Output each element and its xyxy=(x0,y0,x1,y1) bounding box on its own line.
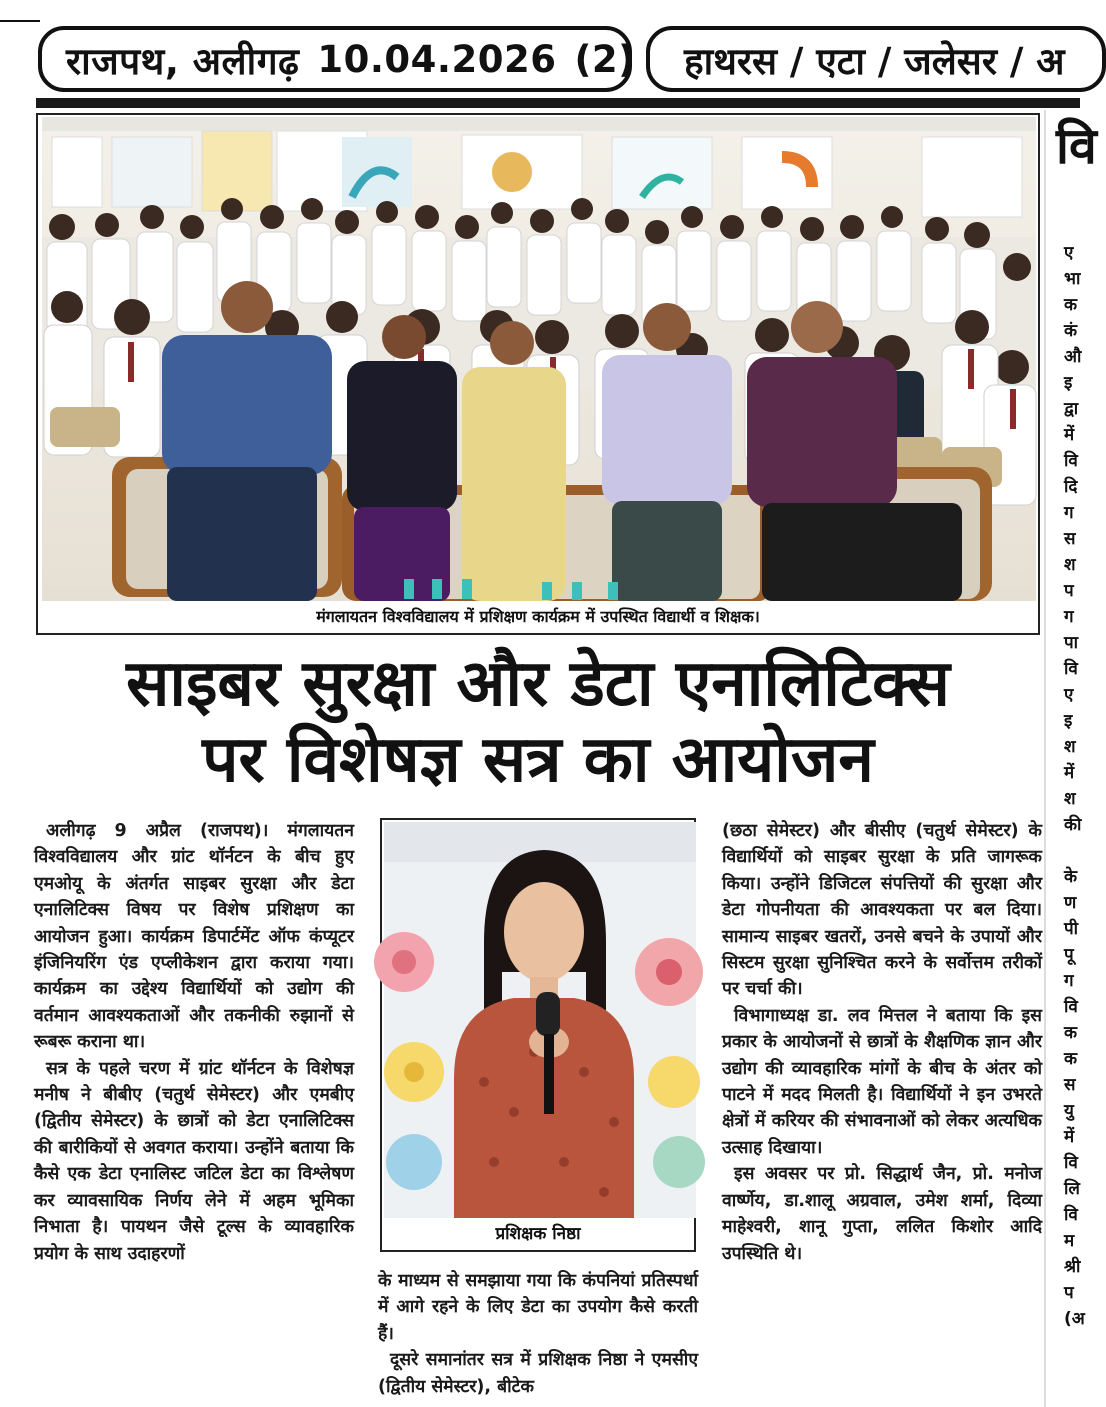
trainer-photo-caption: प्रशिक्षक निष्ठा xyxy=(495,1224,581,1244)
article-column-1 xyxy=(34,818,354,1267)
adjacent-text-line: (अ xyxy=(1064,1309,1085,1329)
article-paragraph: अलीगढ़ 9 अप्रैल (राजपथ)। मंगलायतन विश्वविद्यालय और ग्रांट थॉर्नटन के बीच हुए एमओयू के अंतर्गत साइबर सुरक्षा और डेटा एनालिटिक्स विषय पर विशेष प्रशिक्षण का आयोजन हुआ। कार्यक्रम डिपार्टमेंट ऑफ कंप्यूटर इंजिनियरिंग एंड एप्लीकेशन द्वारा कराया गया। कार्यक्रम का उद्देश्य विद्यार्थियों को उद्योग की वर्तमान आवश्यकताओं और तकनीकी रुझानों से रूबरू कराना था। xyxy=(34,821,354,1053)
adjacent-text-line: पू xyxy=(1064,945,1074,965)
adjacent-text-line: स xyxy=(1064,1075,1076,1095)
adjacent-text-line: वि xyxy=(1064,1205,1078,1225)
photo-caption: मंगलायतन विश्वविद्यालय में प्रशिक्षण कार्यक्रम में उपस्थित विद्यार्थी व शिक्षक। xyxy=(316,607,760,626)
article-paragraph: सत्र के पहले चरण में ग्रांट थॉर्नटन के विशेषज्ञ मनीष ने बीबीए (चतुर्थ सेमेस्टर) और एमबीए (द्वितीय सेमेस्टर) के छात्रों को डेटा एनालिटिक्स की बारीकियों से अवगत कराया। उन्होंने बताया कि कैसे एक डेटा एनालिस्ट जटिल डेटा का विश्लेषण कर व्यावसायिक निर्णय लेने में अहम भूमिका निभाता है। पायथन जैसे टूल्स के व्यावहारिक प्रयोग के साथ उदाहरणों xyxy=(34,1058,354,1264)
adjacent-text-line: वि xyxy=(1064,1153,1078,1173)
headline-line-1: साइबर सुरक्षा और डेटा एनालिटिक्स xyxy=(126,647,950,721)
group-photo-image xyxy=(42,117,1036,601)
adjacent-text-line: दि xyxy=(1064,477,1078,497)
trainer-photo-image xyxy=(384,822,696,1218)
adjacent-text-line: वि xyxy=(1064,997,1078,1017)
page-number: (2) xyxy=(574,37,636,81)
adjacent-text-line: ए xyxy=(1064,243,1074,263)
adjacent-text-line: इ xyxy=(1064,373,1073,393)
article-column-2 xyxy=(378,1268,698,1400)
article-paragraph: दूसरे समानांतर सत्र में प्रशिक्षक निष्ठा ने एमसीए (द्वितीय सेमेस्टर), बीटेक xyxy=(378,1350,698,1397)
adjacent-text-line: म xyxy=(1064,1231,1075,1251)
adjacent-text-lines xyxy=(1048,240,1085,1332)
adjacent-text-line: ग xyxy=(1064,971,1074,991)
adjacent-text-line: ग xyxy=(1064,607,1074,627)
adjacent-text-line: प xyxy=(1064,581,1074,601)
top-corner-rule xyxy=(0,0,40,22)
masthead-left-box xyxy=(38,26,636,92)
headline-line-2: पर विशेषज्ञ सत्र का आयोजन xyxy=(202,723,874,797)
adjacent-text-line: में xyxy=(1064,763,1075,783)
adjacent-text-line: औ xyxy=(1064,347,1082,367)
adjacent-text-line xyxy=(1048,838,1080,864)
adjacent-text-line: वि xyxy=(1064,659,1078,679)
article-paragraph: विभागाध्यक्ष डा. लव मित्तल ने बताया कि इस प्रकार के आयोजनों से छात्रों के शैक्षणिक ज्ञान और उद्योग की व्यावहारिक मांगों के बीच के अंतर को पाटने में मदद मिलती है। विद्यार्थियों ने इन उभरते क्षेत्रों में करियर की संभावनाओं को लेकर अत्यधिक उत्साह दिखाया। xyxy=(722,1005,1042,1158)
article-paragraph: (छठा सेमेस्टर) और बीसीए (चतुर्थ सेमेस्टर) के विद्यार्थियों को साइबर सुरक्षा के प्रति जागरूक किया। उन्होंने डिजिटल संपत्तियों की सुरक्षा और डेटा गोपनीयता की आवश्यकता पर बल दिया। सामान्य साइबर खतरों, उनसे बचने के उपायों और सिस्टम सुरक्षा सुनिश्चित करने के सर्वोत्तम तरीकों पर चर्चा की। xyxy=(722,821,1042,1000)
adjacent-text-line: द्वा xyxy=(1064,399,1079,419)
article-paragraph: के माध्यम से समझाया गया कि कंपनियां प्रतिस्पर्धा में आगे रहने के लिए डेटा का उपयोग कैसे करती हैं। xyxy=(378,1271,698,1344)
trainer-photo xyxy=(380,818,696,1252)
adjacent-text-line: ग xyxy=(1064,503,1074,523)
adjacent-text-line: क xyxy=(1064,1049,1078,1069)
edition-names: हाथरस / एटा / जलेसर / अ xyxy=(684,39,1065,83)
article-column-3 xyxy=(722,818,1042,1267)
adjacent-text-line: वि xyxy=(1064,451,1078,471)
adjacent-text-line: श xyxy=(1064,789,1076,809)
adjacent-text-line: इ xyxy=(1064,711,1073,731)
adjacent-text-line: ण xyxy=(1064,893,1077,913)
article-paragraph: इस अवसर पर प्रो. सिद्धार्थ जैन, प्रो. मनोज वार्ष्णेय, डा.शालू अग्रवाल, उमेश शर्मा, दिव्या माहेश्वरी, शानू गुप्ता, ललित किशोर आदि उपस्थिति थे। xyxy=(722,1164,1042,1264)
adjacent-text-line: की xyxy=(1064,815,1082,835)
adjacent-heading-fragment: वि xyxy=(1056,117,1097,175)
adjacent-text-line: श्री xyxy=(1064,1257,1081,1277)
adjacent-text-line: स xyxy=(1064,529,1076,549)
adjacent-text-line: ए xyxy=(1064,685,1074,705)
adjacent-text-line: पी xyxy=(1064,919,1079,939)
adjacent-text-line: श xyxy=(1064,555,1076,575)
paper-name: राजपथ, अलीगढ़ xyxy=(66,39,300,83)
adjacent-text-line: में xyxy=(1064,1127,1075,1147)
adjacent-text-line: क xyxy=(1064,1023,1078,1043)
adjacent-text-line: भा xyxy=(1064,269,1081,289)
adjacent-text-line: यु xyxy=(1064,1101,1074,1121)
group-photo xyxy=(36,113,1040,635)
adjacent-text-line: लि xyxy=(1064,1179,1080,1199)
issue-date: 10.04.2026 xyxy=(317,37,557,81)
column-divider xyxy=(1044,110,1046,1407)
adjacent-article-fragment xyxy=(1048,110,1097,1407)
adjacent-text-line: कं xyxy=(1064,321,1078,341)
headline xyxy=(36,646,1040,798)
adjacent-text-line: पा xyxy=(1064,633,1079,653)
adjacent-text-line: में xyxy=(1064,425,1075,445)
adjacent-text-line: क xyxy=(1064,295,1078,315)
masthead-right-box xyxy=(646,26,1106,92)
adjacent-text-line: के xyxy=(1064,867,1078,887)
masthead-rule xyxy=(36,98,1080,108)
adjacent-text-line: श xyxy=(1064,737,1076,757)
adjacent-text-line: प xyxy=(1064,1283,1074,1303)
